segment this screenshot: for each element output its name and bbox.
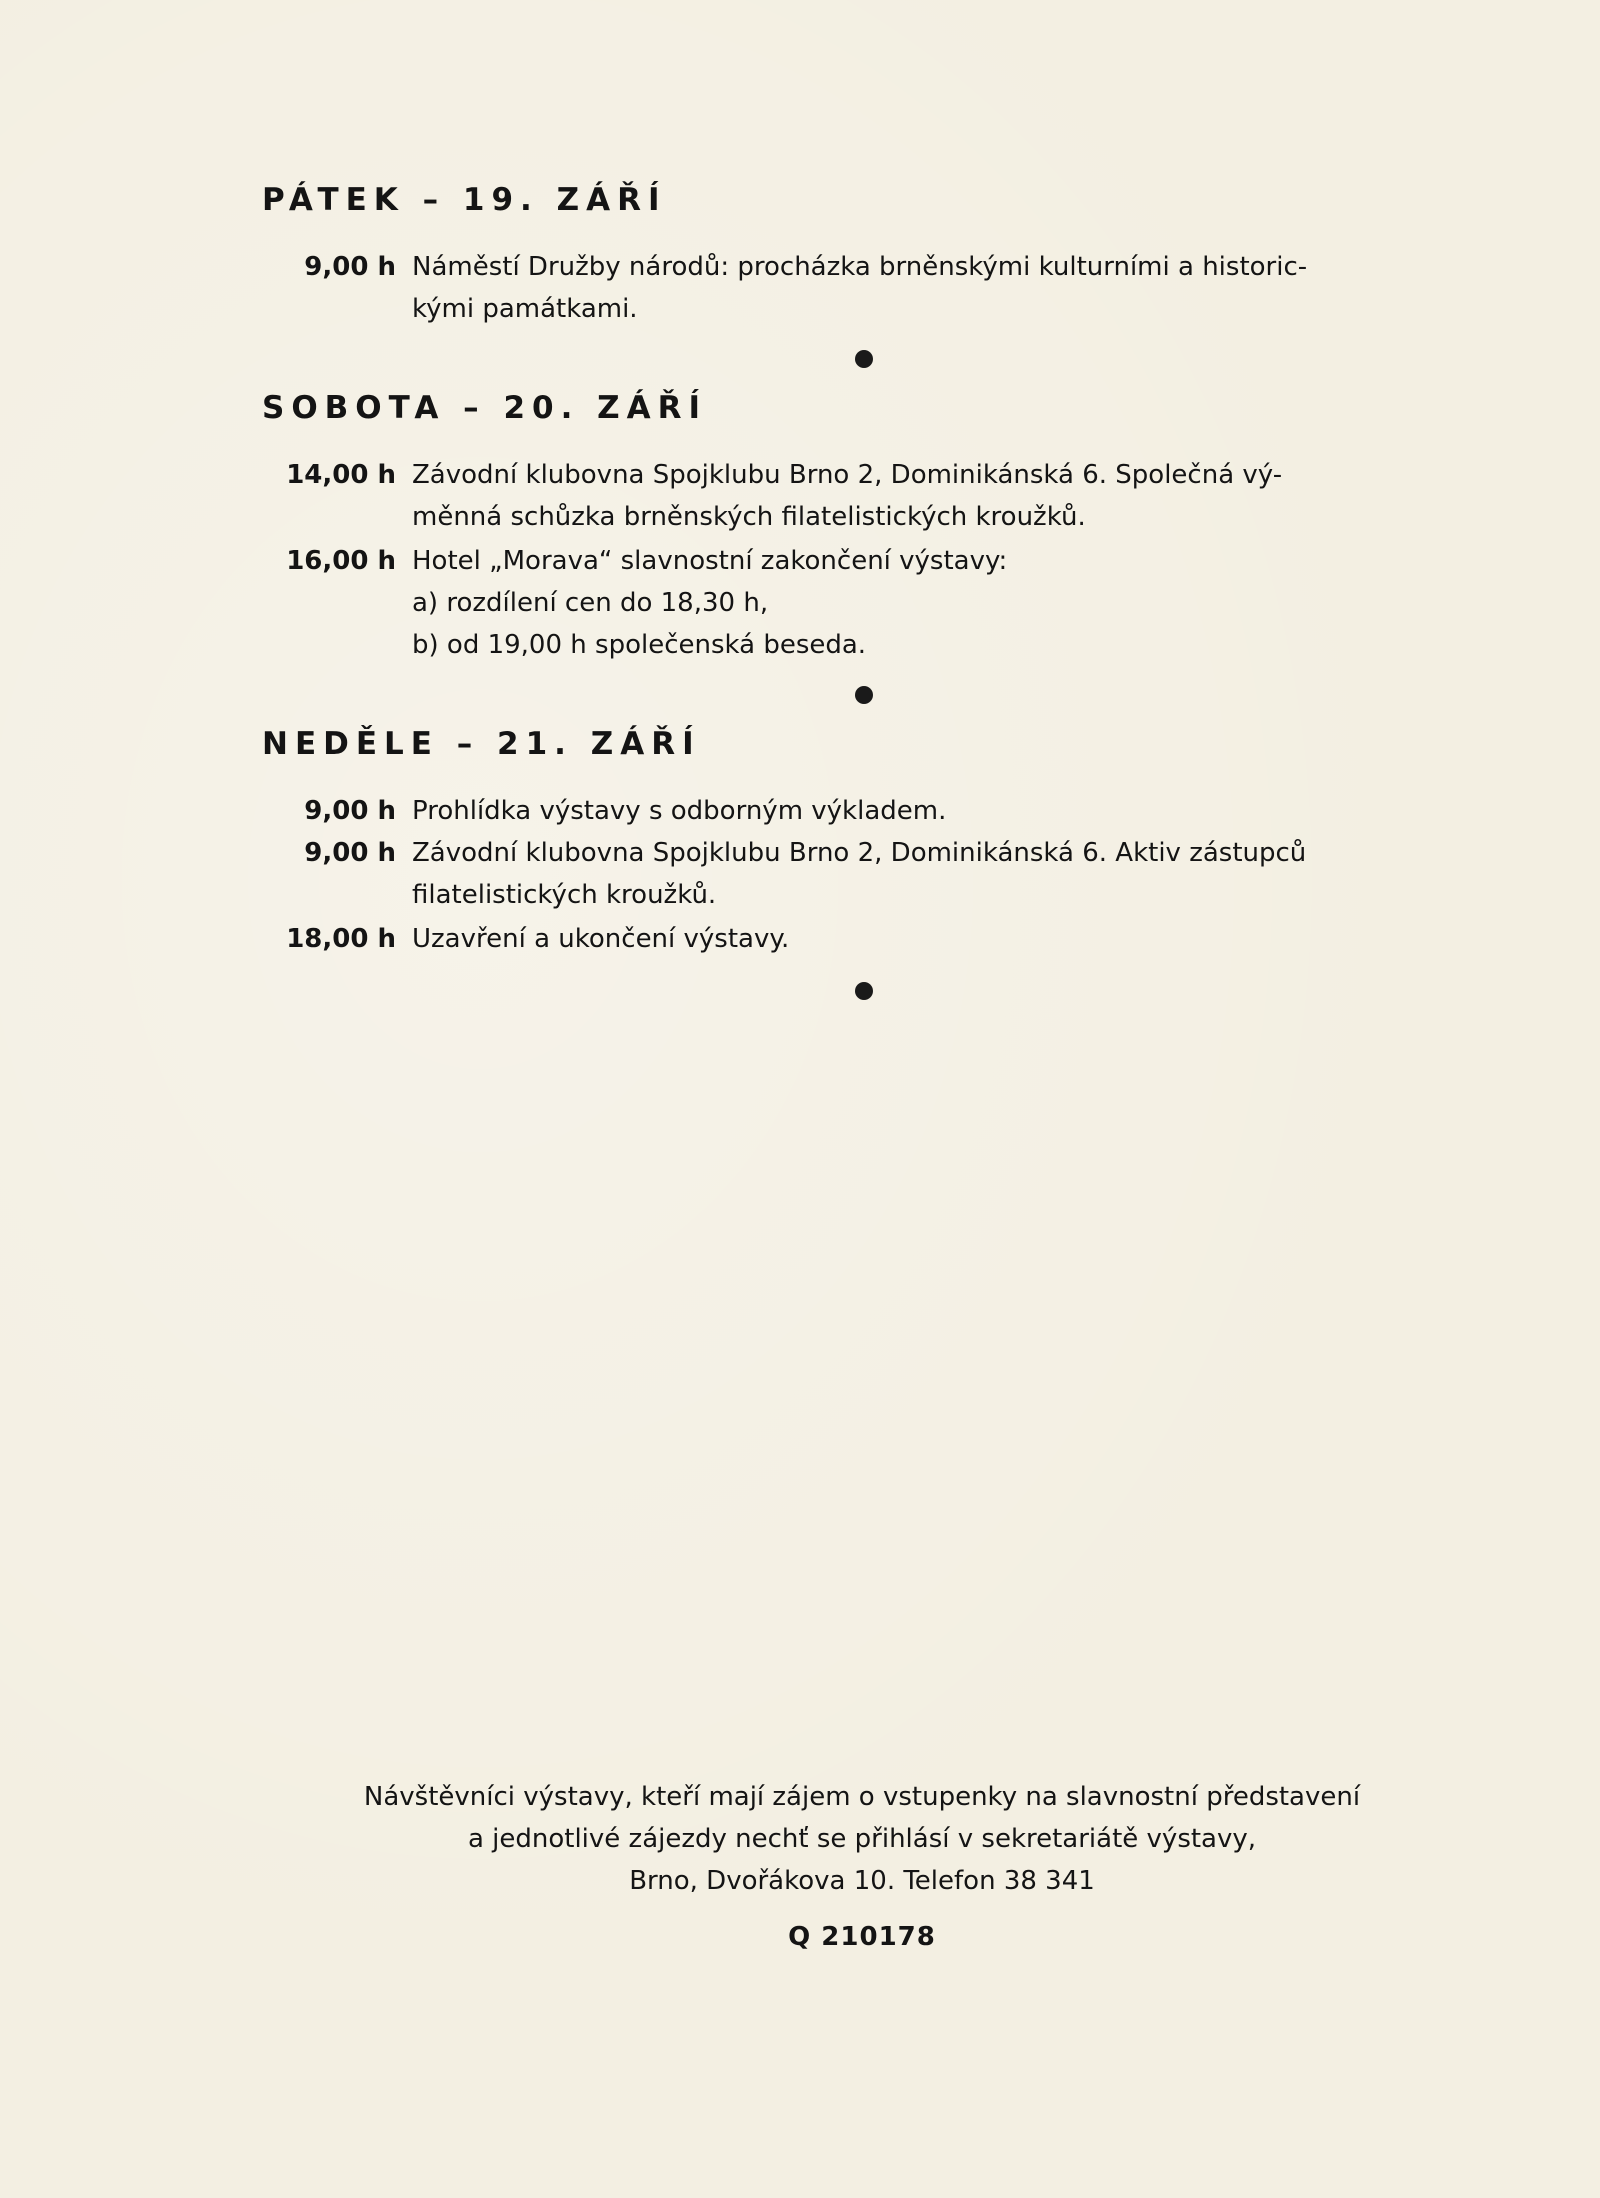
entry-text-line: a) rozdílení cen do 18,30 h,	[412, 588, 769, 618]
day-heading: PÁTEK – 19. ZÁŘÍ	[262, 182, 667, 218]
entry-text-line: filatelistických kroužků.	[412, 880, 717, 910]
entry-text-line: Náměstí Družby národů: procházka brněnskými kulturními a historic-	[412, 252, 1308, 282]
day-section-saturday	[262, 388, 1462, 666]
separator-dot	[855, 686, 873, 704]
footer-line: Brno, Dvořákova 10. Telefon 38 341	[629, 1866, 1095, 1896]
entry-text	[396, 454, 1456, 538]
entry-text-line: Závodní klubovna Spojklubu Brno 2, Dominikánská 6. Společná vý-	[412, 460, 1283, 490]
entry-text-line: měnná schůzka brněnských filatelistických kroužků.	[412, 502, 1086, 532]
entry-text-line: b) od 19,00 h společenská beseda.	[412, 630, 867, 660]
schedule-entry	[262, 246, 1462, 330]
entry-text	[396, 790, 1456, 832]
entry-text-line: Prohlídka výstavy s odborným výkladem.	[412, 796, 947, 826]
entry-text-line: Uzavření a ukončení výstavy.	[412, 924, 790, 954]
entry-time: 9,00 h	[304, 796, 396, 826]
entry-text-line: Závodní klubovna Spojklubu Brno 2, Dominikánská 6. Aktiv zástupců	[412, 838, 1307, 868]
footer-notice	[262, 1776, 1462, 1958]
separator-dot	[855, 350, 873, 368]
entry-text-line: kými památkami.	[412, 294, 638, 324]
day-section-sunday	[262, 724, 1462, 960]
entry-text	[396, 246, 1456, 330]
entry-text	[396, 918, 1456, 960]
entry-text	[396, 540, 1456, 666]
day-heading: NEDĚLE – 21. ZÁŘÍ	[262, 726, 701, 762]
schedule	[262, 180, 1462, 1018]
entries	[262, 790, 1462, 960]
schedule-entry	[262, 918, 1462, 960]
entry-text-line: Hotel „Morava“ slavnostní zakončení výstavy:	[412, 546, 1008, 576]
entry-time: 14,00 h	[286, 460, 396, 490]
entries	[262, 454, 1462, 666]
schedule-entry	[262, 832, 1462, 916]
print-code: Q 210178	[788, 1922, 936, 1952]
footer-line: a jednotlivé zájezdy nechť se přihlásí v sekretariátě výstavy,	[467, 1824, 1257, 1854]
entry-text	[396, 832, 1456, 916]
entry-time: 18,00 h	[286, 924, 396, 954]
separator-dot	[855, 982, 873, 1000]
day-section-friday	[262, 180, 1462, 330]
schedule-entry	[262, 790, 1462, 832]
entry-time: 9,00 h	[304, 838, 396, 868]
entries	[262, 246, 1462, 330]
entry-time: 9,00 h	[304, 252, 396, 282]
day-heading: SOBOTA – 20. ZÁŘÍ	[262, 390, 708, 426]
schedule-entry	[262, 540, 1462, 666]
schedule-entry	[262, 454, 1462, 538]
footer-line: Návštěvníci výstavy, kteří mají zájem o vstupenky na slavnostní představení	[363, 1782, 1361, 1812]
entry-time: 16,00 h	[286, 546, 396, 576]
